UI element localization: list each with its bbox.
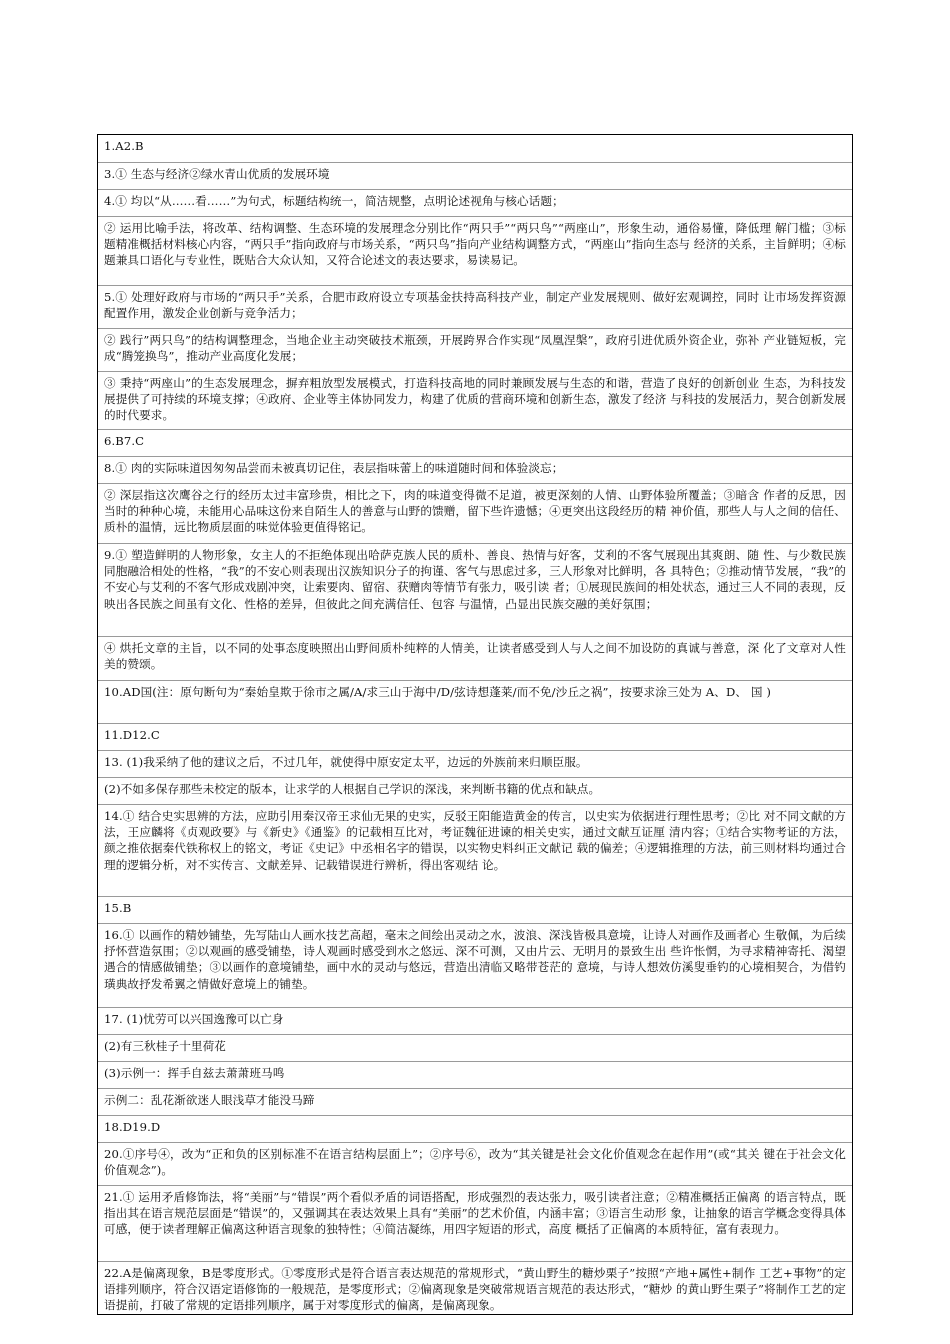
answer-text: ③ 秉持“两座山”的生态发展理念，摒弃粗放型发展模式，打造科技高地的同时兼顾发展与生态的和谐，营造了良好的创新创业 生态，为科技发展提供了可持续的环境支撑；④政府、企业等主体协同发力，构建了优质的营商环境和创新生态，激发了经济 与科技的发展活力，契合创新发展的时代要求。 [104,376,846,423]
answer-row [98,1061,852,1088]
answer-row [98,429,852,456]
answer-text: ② 深层指这次鹰谷之行的经历太过丰富珍贵，相比之下，肉的味道变得微不足道，被更深刻的人情、山野体验所覆盖；③暗含 作者的反思，因当时的种种心境，未能用心品味这份来自陌生人的善意与山野的馈赠，留下些许遗憾；④更突出这段经历的精 神价值，那些人与人之间的信任、质朴的温情，远比物质层面的味觉体验更值得铭记。 [104,488,846,535]
answer-row [98,371,852,429]
answer-row [98,723,852,750]
answer-text: 20.①序号④，改为“正和负的区别标准不在语言结构层面上”；②序号⑥，改为“其关键是社会文化价值观念在起作用”(或“其关 键在于社会文化价值观念”)。 [104,1147,846,1178]
answer-row [98,1115,852,1142]
answer-text: ② 运用比喻手法，将改革、结构调整、生态环境的发展理念分别比作“两只手”“两只鸟”“两座山”，形象生动，通俗易懂，降低理 解门槛；③标题精准概括材料核心内容，“两只手”指向政府与市场关系，“两只鸟”指向产业结构调整方式，“两座山”指向生态与 经济的关系，主旨鲜明；④标题兼具口语化与专业性，既贴合大众认知，又符合论述文的表达要求，易读易记。 [104,221,846,268]
answer-text: 示例二：乱花渐欲迷人眼浅草才能没马蹄 [104,1093,315,1107]
answer-row [98,456,852,483]
answer-row [98,483,852,543]
answer-text: ② 践行”两只鸟”的结构调整理念，当地企业主动突破技术瓶颈，开展跨界合作实现“凤凰涅槃”，政府引进优质外资企业，弥补 产业链短板，完成“腾笼换鸟”，推动产业高度化发展； [104,333,846,364]
answer-text: 16.① 以画作的精妙铺垫，先写陆山人画水技艺高超，毫末之间绘出灵动之水，波浪、深浅皆极具意境，让诗人对画作及画者心 生敬佩，为后续抒怀营造氛围；②以观画的感受铺垫，诗人观画时感受到水之悠远、深不可测，又由片云、无明月的景致生出 些许怅惘，为寻求精神寄托、渴望遇合的情感做铺垫；③以画作的意境铺垫，画中水的灵动与悠远，营造出清临又略带苍茫的 意境，与诗人想效仿溪叟垂钓的心境相契合，为借钓璜典故抒发希翼之情做好意境上的铺垫。 [104,928,846,991]
answer-row [98,285,852,328]
answer-text: 13. (1)我采纳了他的建议之后，不过几年，就使得中原安定太平，边远的外族前来归顺臣服。 [104,755,588,769]
answer-text: (2)有三秋桂子十里荷花 [104,1039,226,1053]
answer-text: 9.① 塑造鲜明的人物形象，女主人的不拒绝体现出哈萨克族人民的质朴、善良、热情与好客，艾利的不客气展现出其爽朗、随 性、与少数民族同胞融洽相处的性格，“我”的不安心则表现出汉族知识分子的拘谨、客气与思虑过多，三人形象对比鲜明，各 具特色；②推动情节发展，“我”的不安心与艾利的不客气形成戏剧冲突，让索要肉、留宿、获赠肉等情节有张力，吸引读 者；①展现民族间的相处状态，通过三人不同的表现，反映出各民族之间虽有文化、性格的差异，但彼此之间充满信任、包容 与温情，凸显出民族交融的美好氛围； [104,548,846,611]
answer-row [98,135,852,162]
answer-text: (3)示例一：挥手自兹去萧萧班马鸣 [104,1066,285,1080]
answer-row [98,777,852,804]
answer-text: 1.A2.B [104,139,144,153]
answer-text: 4.① 均以“从……看……”为句式，标题结构统一，简洁规整，点明论述视角与核心话题； [104,194,564,208]
answer-row [98,1007,852,1034]
answer-table [97,134,853,1315]
answer-text: 18.D19.D [104,1120,161,1134]
answer-row [98,1142,852,1185]
answer-text: 15.B [104,901,132,915]
answer-row [98,750,852,777]
answer-text: 11.D12.C [104,728,160,742]
answer-row [98,543,852,636]
answer-text: 6.B7.C [104,434,145,448]
answer-text: (2)不如多保存那些未校定的版本，让求学的人根据自己学识的深浅，来判断书籍的优点和缺点。 [104,782,601,796]
answer-row [98,896,852,923]
answer-text: 17. (1)忧劳可以兴国逸豫可以亡身 [104,1012,284,1026]
answer-text: 8.① 肉的实际味道因匆匆品尝而未被真切记住，表层指味蕾上的味道随时间和体验淡忘； [104,461,564,475]
answer-row [98,804,852,896]
answer-text: 3.① 生态与经济②绿水青山优质的发展环境 [104,167,330,181]
answer-row [98,328,852,371]
answer-text: 22.A是偏离现象，B是零度形式。①零度形式是符合语言表达规范的常规形式，“黄山野生的糖炒栗子”按照“产地+属性+制作 工艺+事物”的定语排列顺序，符合汉语定语修饰的一般规范，是零度形式；②偏离现象是突破常规语言规范的表达形式，“糖炒 的黄山野生栗子”将制作工艺的定语提前，打破了常规的定语排列顺序，属于对零度形式的偏离，是偏离现象。 [104,1266,846,1313]
answer-text: 10.AD国(注：原句断句为“秦始皇欺于徐市之属/A/求三山于海中/D/弦诗想蓬莱/而不免/沙丘之祸”，按要求涂三处为 A、D、 国 ) [104,685,771,699]
answer-row [98,1261,852,1316]
answer-row [98,1185,852,1261]
answer-row [98,162,852,189]
answer-row [98,216,852,285]
answer-text: ④ 烘托文章的主旨，以不同的处事态度映照出山野间质朴纯粹的人情美，让读者感受到人与人之间不加设防的真诚与善意，深 化了文章对人性美的赞颂。 [104,641,846,672]
answer-row [98,189,852,216]
answer-row [98,1088,852,1115]
answer-text: 5.① 处理好政府与市场的“两只手”关系，合肥市政府设立专项基金扶持高科技产业，制定产业发展规则、做好宏观调控，同时 让市场发挥资源配置作用，激发企业创新与竞争活力； [104,290,846,321]
answer-row [98,1034,852,1061]
answer-text: 21.① 运用矛盾修饰法，将“美丽”与“错误”两个看似矛盾的词语搭配，形成强烈的表达张力，吸引读者注意；②精准概括正偏离 的语言特点，既指出其在语言规范层面是“错误”的，又强调其在表达效果上具有“美丽”的艺术价值，内涵丰富；③语言生动形 象，让抽象的语言学概念变得具体可感，便于读者理解正偏离这种语言现象的独特性；④简洁凝练，用四字短语的形式，高度 概括了正偏离的本质特征，富有表现力。 [104,1190,846,1237]
answer-row [98,923,852,1007]
answer-text: 14.① 结合史实思辨的方法，应助引用秦汉帝王求仙无果的史实，反驳王阳能造黄金的传言，以史实为依据进行理性思考；②比 对不同文献的方法，王应麟将《贞观政要》与《新史》《通鉴》的记载相互比对，考证魏征进谏的相关史实，通过文献互证厘 清内容；①结合实物考证的方法，颜之推依据秦代铁称权上的铭文，考证《史记》中丞相名字的错误，以实物史料纠正文献记 载的偏差；④逻辑推理的方法，前三则材料均通过合理的逻辑分析，对不实传言、文献差异、记载错误进行辨析，得出客观结 论。 [104,809,846,872]
answer-row [98,636,852,680]
answer-row [98,680,852,723]
